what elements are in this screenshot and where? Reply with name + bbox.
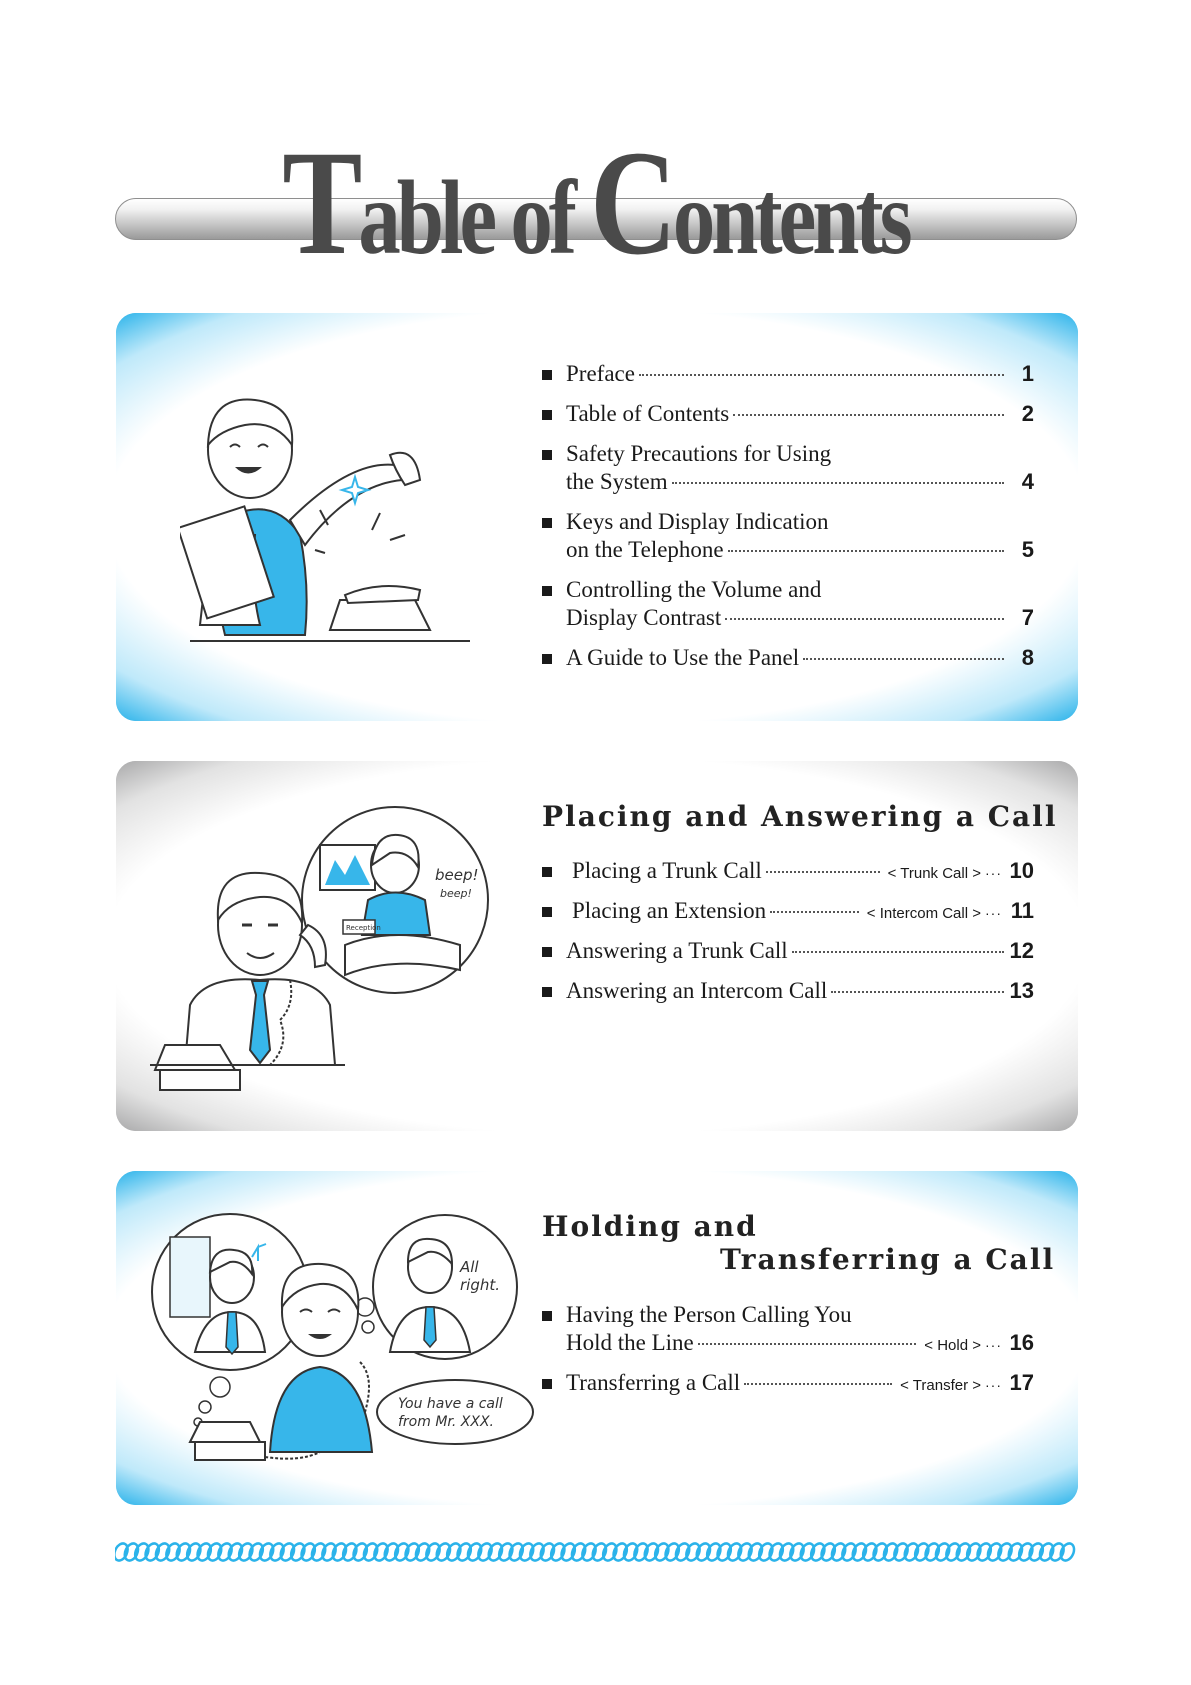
square-bullet-icon — [542, 450, 552, 460]
toc-page-number: 8 — [1021, 645, 1034, 670]
all-right-text-2: right. — [460, 1276, 501, 1294]
square-bullet-icon — [542, 518, 552, 528]
toc-entry-tag: < Hold > — [924, 1337, 981, 1354]
dot-leader — [744, 1383, 892, 1385]
title-word-able: able — [358, 159, 494, 276]
square-bullet-icon — [542, 947, 552, 957]
square-bullet-icon — [542, 586, 552, 596]
toc-entry-label: Safety Precautions for Using — [566, 441, 832, 466]
toc-entry-label: Answering an Intercom Call — [566, 978, 828, 1003]
call-bubble-text-2: from Mr. XXX. — [398, 1414, 495, 1430]
title-word-ontents: ontents — [672, 159, 909, 276]
dot-leader — [733, 414, 1004, 416]
square-bullet-icon — [542, 370, 552, 380]
toc-entry-keys-display[interactable] — [542, 508, 1034, 576]
toc-page-number: 7 — [1021, 605, 1034, 630]
dot-leader — [672, 482, 1004, 484]
all-right-text-1: All — [460, 1258, 479, 1276]
page-title — [119, 120, 1072, 286]
square-bullet-icon — [542, 867, 552, 877]
dot-leader — [725, 618, 1004, 620]
toc-entry-label: A Guide to Use the Panel — [566, 645, 800, 670]
dot-leader-short: ··· — [985, 1377, 1002, 1393]
toc-entry-transferring-call[interactable] — [542, 1369, 1034, 1409]
woman-presenting-illustration — [180, 385, 480, 645]
toc-page-number: 10 — [1009, 858, 1034, 883]
toc-entry-label-continued: the System — [566, 469, 668, 494]
toc-entry-volume-contrast[interactable] — [542, 576, 1034, 644]
hold-transfer-illustration — [150, 1212, 535, 1472]
toc-page-number: 16 — [1009, 1330, 1034, 1355]
dot-leader-short: ··· — [985, 865, 1002, 881]
dot-leader — [698, 1343, 917, 1345]
toc-entry-label: Keys and Display Indication — [566, 509, 829, 534]
section-heading-holding: Holding and — [542, 1210, 758, 1243]
toc-entry-label-continued: on the Telephone — [566, 537, 724, 562]
toc-entry-placing-extension[interactable] — [542, 897, 1034, 937]
toc-page-number: 17 — [1009, 1370, 1034, 1395]
toc-entry-preface[interactable] — [542, 360, 1034, 400]
title-letter-c: C — [590, 120, 673, 286]
toc-entry-answering-intercom-call[interactable] — [542, 977, 1034, 1017]
toc-entry-safety-precautions[interactable] — [542, 440, 1034, 508]
square-bullet-icon — [542, 410, 552, 420]
square-bullet-icon — [542, 907, 552, 917]
toc-entry-placing-trunk-call[interactable] — [542, 857, 1034, 897]
square-bullet-icon — [542, 1311, 552, 1321]
toc-entry-table-of-contents[interactable] — [542, 400, 1034, 440]
toc-entry-label: Answering a Trunk Call — [566, 938, 788, 963]
toc-entry-label: Table of Contents — [566, 401, 730, 426]
dot-leader — [770, 911, 859, 913]
toc-entry-label-continued: Hold the Line — [566, 1330, 694, 1355]
toc-page-number: 12 — [1009, 938, 1034, 963]
dot-leader-short: ··· — [985, 1337, 1002, 1353]
title-letter-t: T — [282, 120, 359, 286]
toc-entry-tag: < Transfer > — [900, 1377, 981, 1394]
square-bullet-icon — [542, 987, 552, 997]
call-bubble-text-1: You have a call — [398, 1396, 503, 1412]
toc-entry-tag: < Intercom Call > — [866, 905, 981, 922]
dot-leader — [831, 991, 1004, 993]
dot-leader — [766, 871, 880, 873]
toc-entry-label-continued: Display Contrast — [566, 605, 722, 630]
toc-entry-guide-panel[interactable] — [542, 644, 1034, 684]
dot-leader — [728, 550, 1004, 552]
beep-text-2: beep! — [440, 887, 472, 900]
toc-page-number: 13 — [1009, 978, 1034, 1003]
dot-leader — [803, 658, 1004, 660]
toc-page-number: 2 — [1021, 401, 1034, 426]
dot-leader-short: ··· — [985, 905, 1002, 921]
dot-leader — [639, 374, 1004, 376]
toc-entry-label: Controlling the Volume and — [566, 577, 822, 602]
toc-page-number: 11 — [1010, 898, 1034, 923]
section-heading-placing-answering: Placing and Answering a Call — [542, 800, 1058, 833]
toc-page-number: 1 — [1021, 361, 1034, 386]
title-word-of: of — [510, 159, 573, 276]
toc-page-number: 5 — [1021, 537, 1034, 562]
intro-toc-list — [542, 360, 1034, 684]
toc-page-number: 4 — [1021, 469, 1034, 494]
section-heading-transferring: Transferring a Call — [720, 1243, 1056, 1276]
beep-text-1: beep! — [435, 866, 479, 884]
desk-sign-text: Reception — [346, 924, 381, 932]
toc-entry-tag: < Trunk Call > — [887, 865, 981, 882]
toc-entry-label: Preface — [566, 361, 635, 386]
dot-leader — [792, 951, 1004, 953]
phone-cord-coil-decoration — [115, 1541, 1081, 1563]
placing-answering-toc-list — [542, 857, 1034, 1017]
toc-entry-label: Placing an Extension — [572, 898, 767, 923]
toc-entry-answering-trunk-call[interactable] — [542, 937, 1034, 977]
square-bullet-icon — [542, 1379, 552, 1389]
toc-entry-label: Placing a Trunk Call — [572, 858, 762, 883]
man-on-phone-illustration — [150, 805, 495, 1095]
square-bullet-icon — [542, 654, 552, 664]
holding-transferring-toc-list — [542, 1301, 1034, 1409]
toc-entry-label: Transferring a Call — [566, 1370, 741, 1395]
toc-entry-label: Having the Person Calling You — [566, 1302, 852, 1327]
toc-entry-hold-the-line[interactable] — [542, 1301, 1034, 1369]
